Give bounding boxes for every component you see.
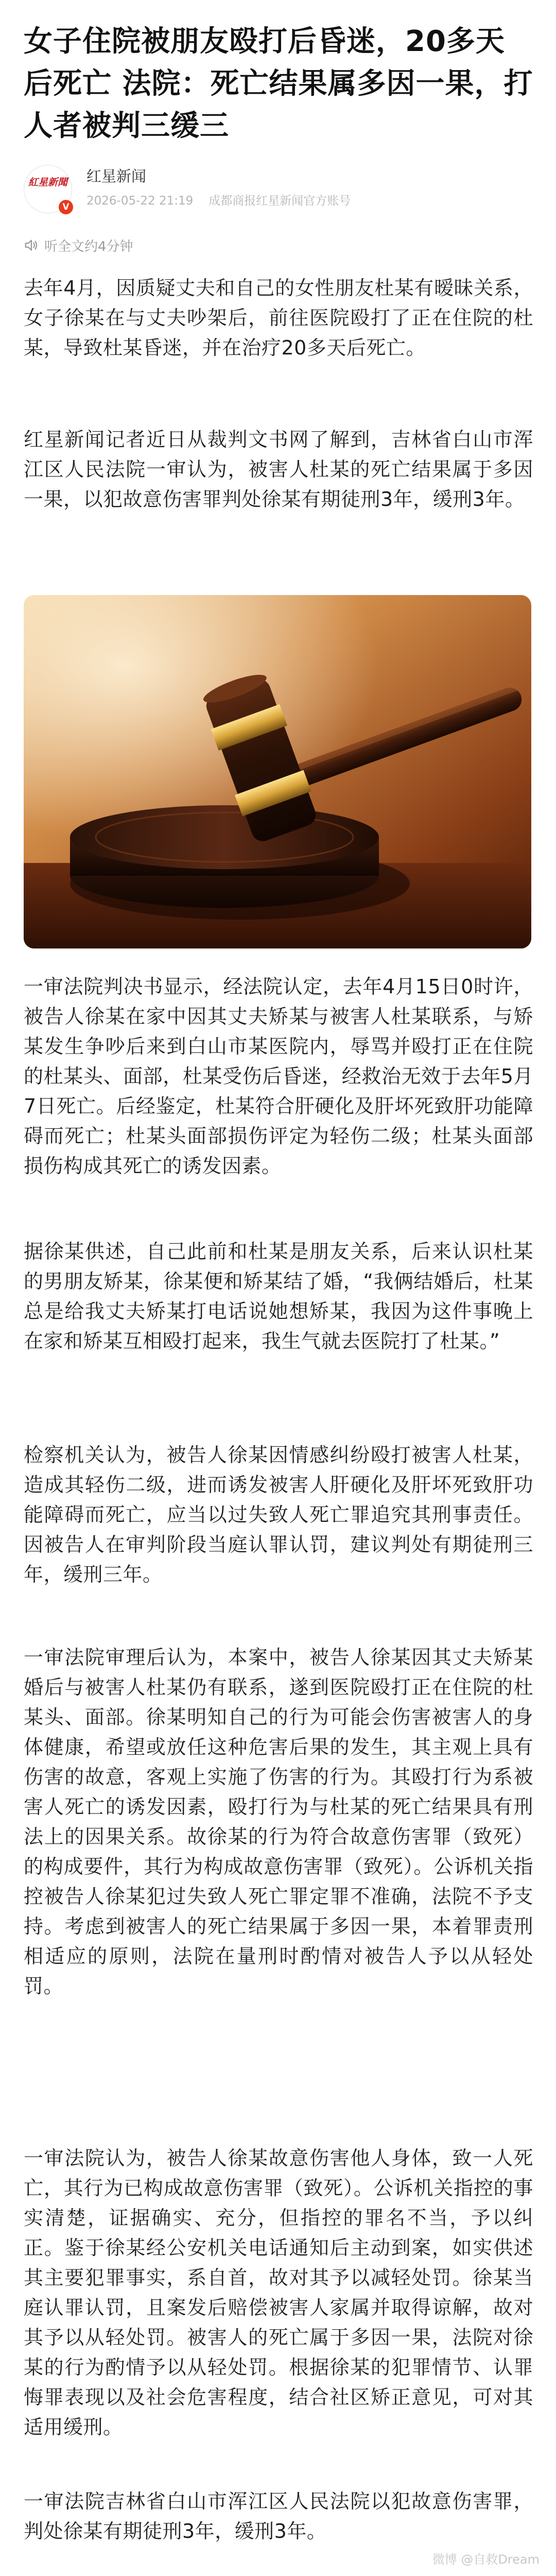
paragraph: 一审法院认为，被告人徐某故意伤害他人身体，致一人死亡，其行为已构成故意伤害罪（致死）。公诉机关指控的事实清楚，证据确实、充分，但指控的罪名不当，予以纠正。鉴于徐某经公安机关电话通知后主动到案，如实供述其主要犯罪事实，系自首，故对其予以减轻处罚。徐某当庭认罪认罚，且案发后赔偿被害人家属并取得谅解，故对其予以从轻处罚。被害人的死亡属于多因一果，法院对徐某的行为酌情予以从轻处罚。根据徐某的犯罪情节、认罪悔罪表现以及社会危害程度，结合社区矫正意见，可对其适用缓刑。	[24, 2147, 533, 2438]
publish-date: 2026-05-22 21:19	[86, 194, 194, 208]
gavel-photo	[24, 595, 531, 948]
author-name[interactable]: 红星新闻	[86, 167, 147, 185]
speaker-icon	[24, 238, 39, 253]
verified-badge: V	[58, 199, 74, 215]
watermark: 微博 @自救Dream	[432, 2552, 540, 2567]
paragraph: 检察机关认为，被告人徐某因情感纠纷殴打被害人杜某，造成其轻伤二级，进而诱发被害人肝硬化及肝坏死致肝功能障碍而死亡，应当以过失致人死亡罪追究其刑事责任。因被告人在审判阶段当庭认罪认罚，建议判处有期徒刑三年，缓刑三年。	[24, 1444, 533, 1586]
paragraph: 一审法院判决书显示，经法院认定，去年4月15日0时许，被告人徐某在家中因其丈夫矫某与被害人杜某联系，与矫某发生争吵后来到白山市某医院内，辱骂并殴打正在住院的杜某头、面部，杜某受伤后昏迷，经救治无效于去年5月7日死亡。后经鉴定，杜某符合肝硬化及肝坏死致肝功能障碍而死亡；杜某头面部损伤评定为轻伤二级；杜某头面部损伤构成其死亡的诱发因素。	[24, 975, 533, 1177]
paragraph: 据徐某供述，自己此前和杜某是朋友关系，后来认识杜某的男朋友矫某，徐某便和矫某结了婚，“我俩结婚后，杜某总是给我丈夫矫某打电话说她想矫某，我因为这件事晚上在家和矫某互相殴打起来，我生气就去医院打了杜某。”	[24, 1240, 533, 1352]
author-row[interactable]	[24, 161, 533, 218]
paragraph: 一审法院吉林省白山市浑江区人民法院以犯故意伤害罪，判处徐某有期徒刑3年，缓刑3年。	[24, 2490, 533, 2543]
gavel-image	[24, 595, 531, 948]
avatar-logo: 紅星新聞	[28, 177, 67, 188]
paragraph: 一审法院审理后认为，本案中，被告人徐某因其丈夫矫某婚后与被害人杜某仍有联系，遂到医院殴打正在住院的杜某头、面部。徐某明知自己的行为可能会伤害被害人的身体健康，希望或放任这种危害后果的发生，其主观上具有伤害的故意，客观上实施了伤害的行为。其殴打行为系被害人死亡的诱发因素，殴打行为与杜某的死亡结果具有刑法上的因果关系。故徐某的行为符合故意伤害罪（致死）的构成要件，其行为构成故意伤害罪（致死）。公诉机关指控被告人徐某犯过失致人死亡罪定罪不准确，法院不予支持。考虑到被害人的死亡结果属于多因一果，本着罪责刑相适应的原则，法院在量刑时酌情对被告人予以从轻处罚。	[24, 1646, 533, 1997]
listen-button[interactable]	[24, 234, 133, 257]
publish-meta	[86, 193, 351, 209]
listen-label: 听全文约4分钟	[44, 239, 133, 255]
paragraph: 红星新闻记者近日从裁判文书网了解到，吉林省白山市浑江区人民法院一审认为，被害人杜某的死亡结果属于多因一果，以犯故意伤害罪判处徐某有期徒刑3年，缓刑3年。	[24, 428, 533, 511]
article-title: 女子住院被朋友殴打后昏迷，20多天后死亡 法院：死亡结果属多因一果，打人者被判三缓三	[24, 25, 533, 143]
author-affiliation: 成都商报红星新闻官方账号	[208, 194, 351, 208]
paragraph: 去年4月，因质疑丈夫和自己的女性朋友杜某有暧昧关系，女子徐某在与丈夫吵架后，前往医院殴打了正在住院的杜某，导致杜某昏迷，并在治疗20多天后死亡。	[24, 277, 533, 359]
